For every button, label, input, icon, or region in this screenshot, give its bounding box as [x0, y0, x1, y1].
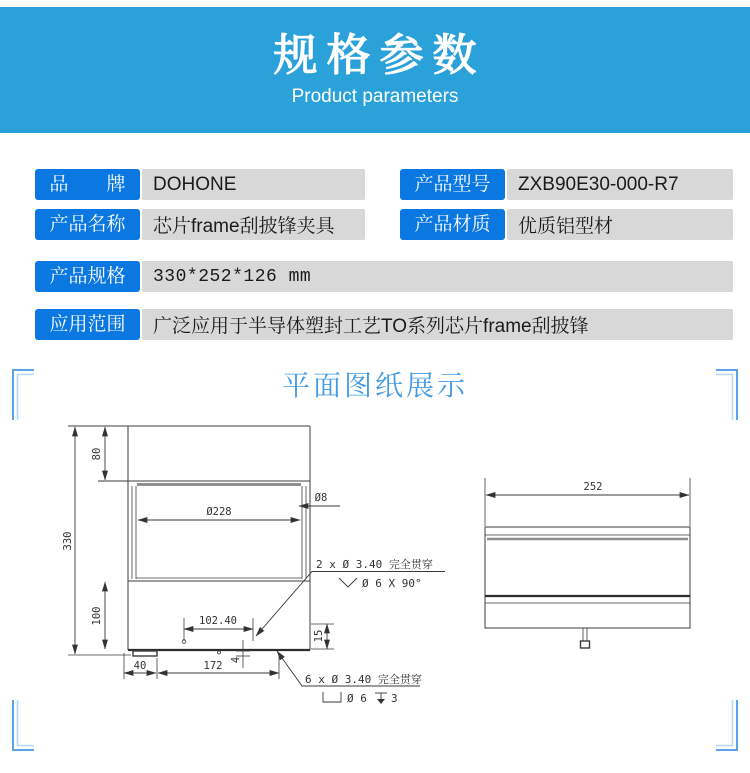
side-view-drawing: [485, 478, 690, 648]
dim-wall-hole-diameter: Ø8: [314, 492, 328, 504]
annotation-counterbore-dia: Ø 6: [347, 692, 367, 705]
dim-left-offset: 40: [133, 660, 147, 672]
annotation-counterbore-depth: 3: [391, 692, 398, 705]
dim-bottom-height: 100: [91, 606, 103, 626]
header-banner: [0, 7, 750, 133]
spec-label-usage: 应用范围: [35, 309, 140, 340]
spec-value-size: 330*252*126 mm: [142, 261, 733, 292]
drawing-section-title: 平面图纸展示: [281, 370, 468, 401]
counterbore-symbol-icon: [323, 692, 341, 702]
dim-slot-height: 4: [230, 656, 242, 664]
front-view-drawing: [62, 426, 445, 705]
dim-edge-distance: 15: [313, 629, 325, 643]
spec-value-name: 芯片frame刮披锋夹具: [142, 209, 365, 240]
spec-label-name: 产品名称: [35, 209, 140, 240]
spec-label-model: 产品型号: [400, 169, 505, 200]
dim-total-height: 330: [62, 531, 74, 551]
dim-bottom-span: 172: [203, 660, 223, 672]
spec-label-size: 产品规格: [35, 261, 140, 292]
corner-bracket-bottom-left-icon: [13, 700, 34, 750]
dim-top-height: 80: [91, 447, 103, 461]
spec-value-brand: DOHONE: [142, 169, 365, 200]
spec-label-brand: 品 牌: [35, 169, 140, 200]
annotation-countersink-holes: 2 x Ø 3.40 完全贯穿: [316, 558, 433, 571]
spec-value-material: 优质铝型材: [507, 209, 733, 240]
countersink-symbol-icon: [339, 578, 357, 587]
depth-symbol-icon: [375, 693, 387, 704]
dim-side-width: 252: [583, 481, 603, 493]
spec-label-material: 产品材质: [400, 209, 505, 240]
corner-bracket-bottom-right-icon: [716, 700, 737, 750]
spec-value-usage: 广泛应用于半导体塑封工艺TO系列芯片frame刮披锋: [142, 309, 733, 340]
page-subtitle: Product parameters: [291, 85, 459, 107]
annotation-counterbore-holes: 6 x Ø 3.40 完全贯穿: [305, 673, 422, 686]
page-title: 规格参数: [273, 31, 486, 81]
dim-inner-diameter: Ø228: [206, 506, 232, 518]
spec-value-model: ZXB90E30-000-R7: [507, 169, 733, 200]
annotation-countersink-spec: Ø 6 X 90°: [362, 577, 422, 590]
dim-hole-span: 102.40: [199, 615, 237, 627]
